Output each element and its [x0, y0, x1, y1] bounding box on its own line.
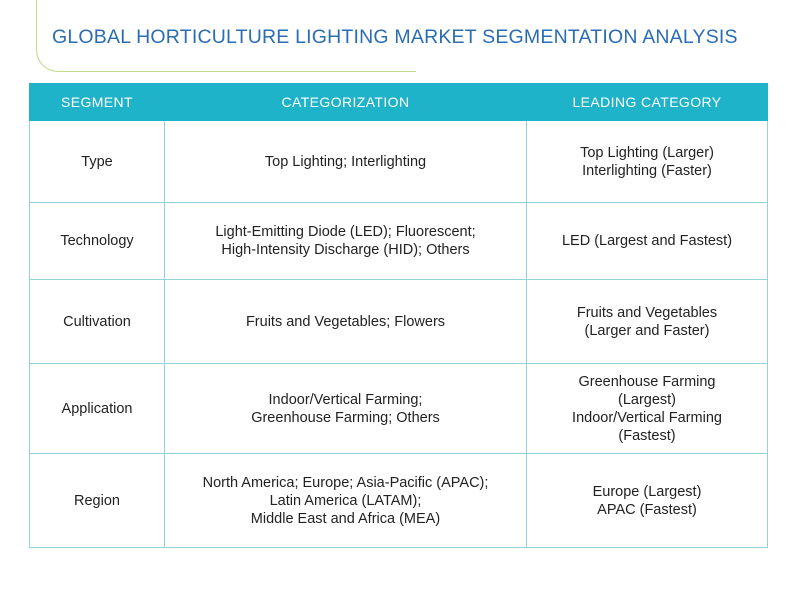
header-segment: SEGMENT — [30, 84, 165, 121]
categorization-cell: North America; Europe; Asia-Pacific (APAC); Latin America (LATAM); Middle East and Africa (MEA) — [165, 454, 527, 548]
table-row — [30, 364, 768, 454]
segmentation-table — [29, 83, 768, 548]
segment-cell: Type — [30, 121, 165, 203]
header-categorization: CATEGORIZATION — [165, 84, 527, 121]
table-header-row — [30, 84, 768, 121]
header-leading-category: LEADING CATEGORY — [527, 84, 768, 121]
table-row — [30, 203, 768, 280]
segment-cell: Region — [30, 454, 165, 548]
table-row — [30, 454, 768, 548]
segment-cell: Application — [30, 364, 165, 454]
leading-category-cell: Top Lighting (Larger) Interlighting (Faster) — [527, 121, 768, 203]
categorization-cell: Indoor/Vertical Farming; Greenhouse Farming; Others — [165, 364, 527, 454]
leading-category-cell: Europe (Largest) APAC (Fastest) — [527, 454, 768, 548]
leading-category-cell: LED (Largest and Fastest) — [527, 203, 768, 280]
categorization-cell: Top Lighting; Interlighting — [165, 121, 527, 203]
table-row — [30, 121, 768, 203]
leading-category-cell: Greenhouse Farming (Largest) Indoor/Vertical Farming (Fastest) — [527, 364, 768, 454]
segment-cell: Cultivation — [30, 280, 165, 364]
categorization-cell: Light-Emitting Diode (LED); Fluorescent; High-Intensity Discharge (HID); Others — [165, 203, 527, 280]
page-title: GLOBAL HORTICULTURE LIGHTING MARKET SEGMENTATION ANALYSIS — [52, 26, 738, 48]
categorization-cell: Fruits and Vegetables; Flowers — [165, 280, 527, 364]
segment-cell: Technology — [30, 203, 165, 280]
table-row — [30, 280, 768, 364]
leading-category-cell: Fruits and Vegetables (Larger and Faster) — [527, 280, 768, 364]
